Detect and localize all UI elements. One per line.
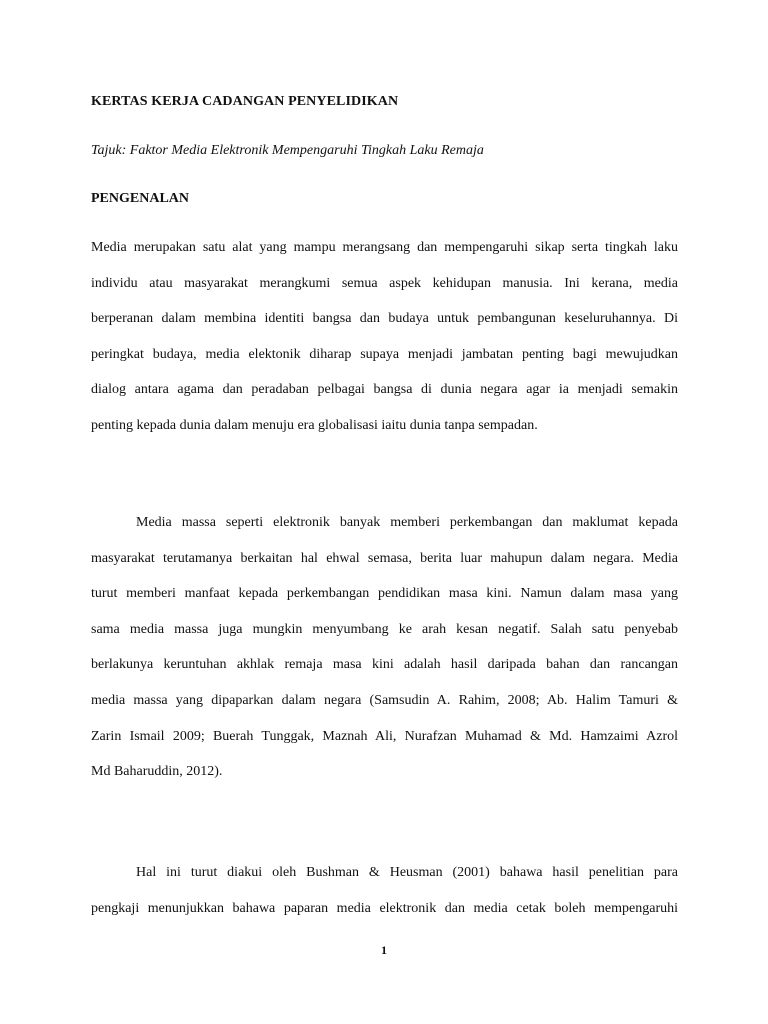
paragraph-line: media massa yang dipaparkan dalam negara (Samsudin A. Rahim, 2008; Ab. Halim Tamuri & bbox=[91, 692, 678, 708]
paragraph-line: Zarin Ismail 2009; Buerah Tunggak, Maznah Ali, Nurafzan Muhamad & Md. Hamzaimi Azrol bbox=[91, 728, 678, 744]
paragraph-line: turut memberi manfaat kepada perkembangan pendidikan masa kini. Namun dalam masa yang bbox=[91, 586, 678, 602]
paragraph-line: pengkaji menunjukkan bahawa paparan media elektronik dan media cetak boleh mempengaruhi bbox=[91, 900, 678, 916]
paragraph-line: berperanan dalam membina identiti bangsa dan budaya untuk pembangunan keseluruhannya. Di bbox=[91, 311, 678, 327]
paragraph-line: masyarakat terutamanya berkaitan hal ehwal semasa, berita luar mahupun dalam negara. Media bbox=[91, 550, 678, 566]
paragraph-line: Hal ini turut diakui oleh Bushman & Heusman (2001) bahawa hasil penelitian para bbox=[136, 865, 678, 880]
paragraph-line: Media merupakan satu alat yang mampu merangsang dan mempengaruhi sikap serta tingkah laku bbox=[91, 240, 678, 255]
document-subtitle: Tajuk: Faktor Media Elektronik Mempengaruhi Tingkah Laku Remaja bbox=[91, 143, 484, 158]
paragraph-bushman bbox=[91, 855, 678, 926]
paragraph-line: berlakunya keruntuhan akhlak remaja masa kini adalah hasil daripada bahan dan rancangan bbox=[91, 657, 678, 673]
paragraph-line: dialog antara agama dan peradaban pelbagai bangsa di dunia negara agar ia menjadi semakin bbox=[91, 382, 678, 398]
paragraph-line: individu atau masyarakat merangkumi semua aspek kehidupan manusia. Ini kerana, media bbox=[91, 275, 678, 291]
paragraph-introduction bbox=[91, 230, 678, 444]
paragraph-line: penting kepada dunia dalam menuju era globalisasi iaitu dunia tanpa sempadan. bbox=[91, 417, 538, 433]
paragraph-line: peringkat budaya, media elektonik diharap supaya menjadi jambatan penting bagi mewujudkan bbox=[91, 346, 678, 362]
paragraph-line: sama media massa juga mungkin menyumbang ke arah kesan negatif. Salah satu penyebab bbox=[91, 621, 678, 637]
page-number: 1 bbox=[381, 943, 387, 957]
paragraph-line: Md Baharuddin, 2012). bbox=[91, 764, 223, 780]
paragraph-media-massa bbox=[91, 505, 678, 790]
section-heading: PENGENALAN bbox=[91, 191, 190, 206]
paragraph-line: Media massa seperti elektronik banyak memberi perkembangan dan maklumat kepada bbox=[136, 515, 678, 530]
document-title: KERTAS KERJA CADANGAN PENYELIDIKAN bbox=[91, 94, 399, 109]
